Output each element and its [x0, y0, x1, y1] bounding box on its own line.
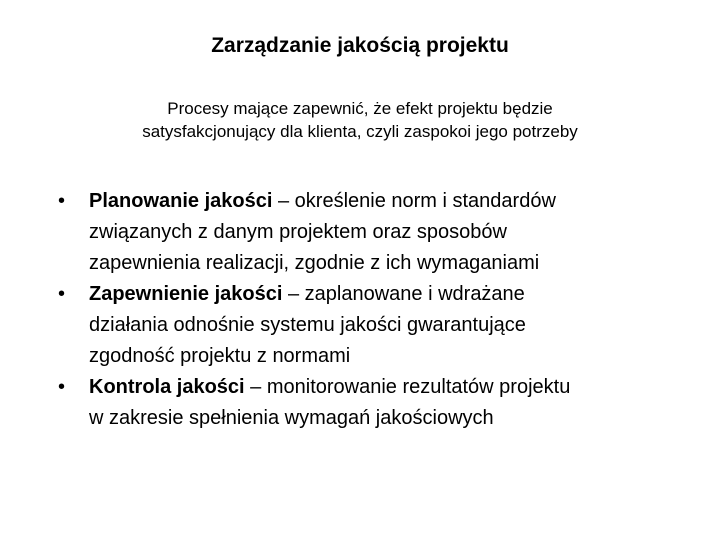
bullet-item-planowanie: [58, 186, 688, 279]
bullet-line: [89, 372, 688, 403]
bullet-text: – zaplanowane i wdrażane: [282, 283, 525, 305]
bullet-text: – określenie norm i standardów: [272, 190, 556, 212]
bullet-line: zgodność projektu z normami: [89, 345, 351, 367]
bullet-text: – monitorowanie rezultatów projektu: [244, 376, 571, 398]
bullet-line: [89, 186, 688, 217]
bullet-line: w zakresie spełnienia wymagań jakościowych: [89, 407, 494, 429]
slide-subtitle: [60, 97, 660, 143]
bullet-line: działania odnośnie systemu jakości gwarantujące: [89, 314, 526, 336]
bullet-term: Kontrola jakości: [89, 376, 245, 398]
bullet-line: związanych z danym projektem oraz sposobów: [89, 221, 507, 243]
bullet-dot: •: [58, 376, 66, 398]
bullet-term: Zapewnienie jakości: [89, 283, 283, 305]
bullet-line: [89, 279, 688, 310]
bullet-line: zapewnienia realizacji, zgodnie z ich wymaganiami: [89, 252, 540, 274]
slide-title: Zarządzanie jakością projektu: [211, 34, 509, 57]
bullet-item-zapewnienie: [58, 279, 688, 372]
bullet-item-kontrola: [58, 372, 688, 434]
bullet-term: Planowanie jakości: [89, 190, 273, 212]
bullet-dot: •: [58, 283, 66, 305]
bullet-dot: •: [58, 190, 66, 212]
subtitle-line: satysfakcjonujący dla klienta, czyli zaspokoi jego potrzeby: [142, 122, 578, 141]
bullet-list: [58, 186, 688, 434]
subtitle-line: Procesy mające zapewnić, że efekt projektu będzie: [167, 99, 553, 118]
